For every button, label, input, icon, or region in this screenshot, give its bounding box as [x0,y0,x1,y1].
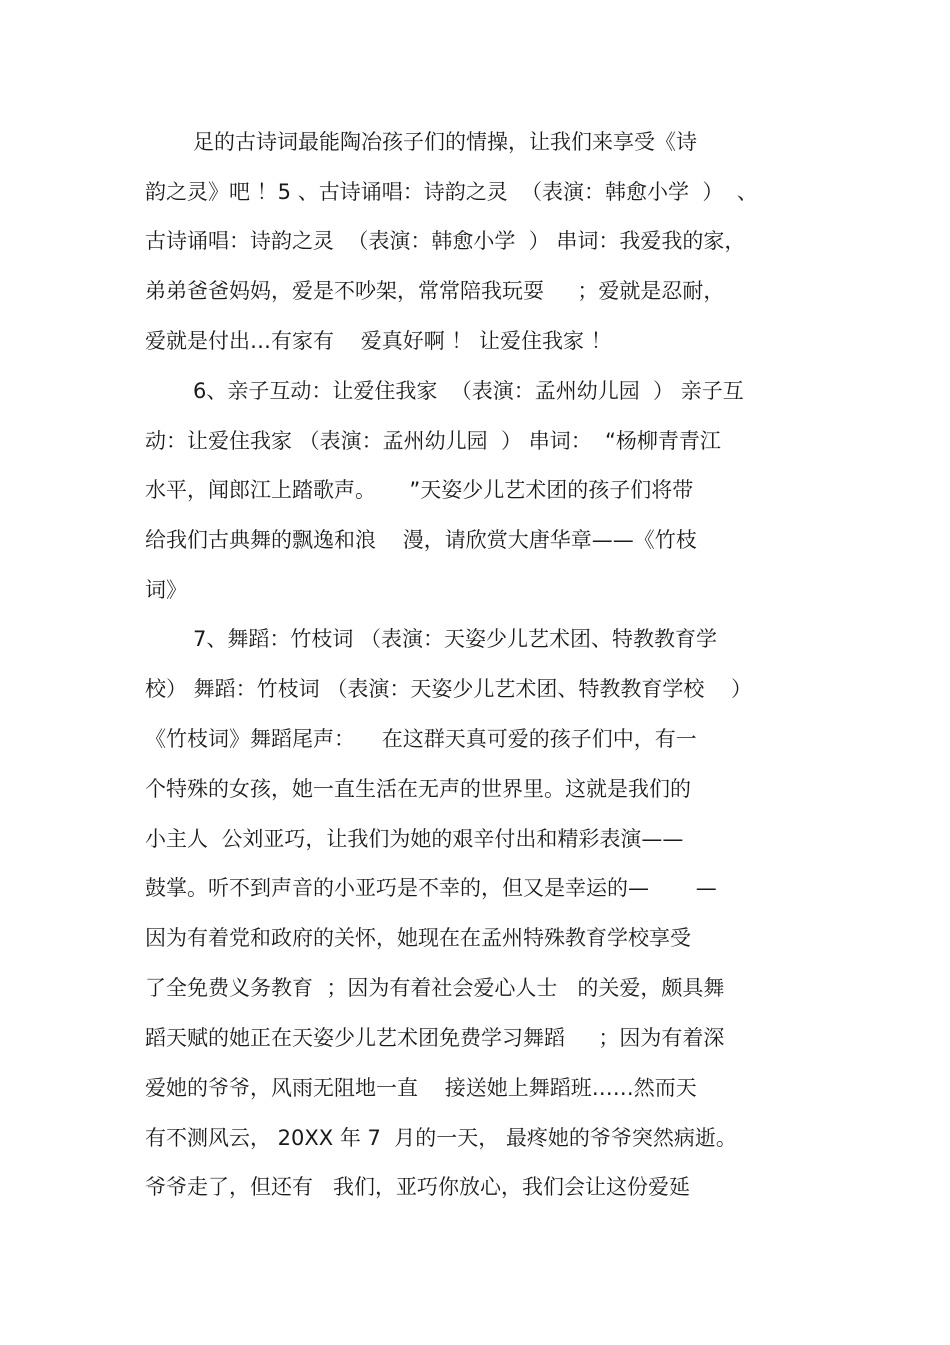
text-line: 6、亲子互动：让爱住我家 （表演：孟州幼儿园 ） 亲子互 [193,379,744,403]
text-line: 足的古诗词最能陶冶孩子们的情操，让我们来享受《诗 [193,130,697,154]
text-line: 词》 [145,578,187,602]
text-line: 小主人 公刘亚巧，让我们为她的艰辛付出和精彩表演—— [145,827,684,851]
text-line: 弟弟爸爸妈妈，爱是不吵架，常常陪我玩耍 ；爱就是忍耐， [145,279,725,303]
text-line: 了全免费义务教育 ；因为有着社会爱心人士 的关爱，颇具舞 [145,976,725,1000]
text-line: 韵之灵》吧 ！5 、古诗诵唱：诗韵之灵 （表演：韩愈小学 ） 、 [145,180,758,204]
text-line: 个特殊的女孩，她一直生活在无声的世界里。这就是我们的 [145,777,691,801]
text-line: 给我们古典舞的飘逸和浪 漫，请欣赏大唐华章——《竹枝 [145,528,697,552]
text-line: 因为有着党和政府的关怀，她现在在孟州特殊教育学校享受 [145,926,691,950]
text-line: 动：让爱住我家 （表演：孟州幼儿园 ） 串词： “杨柳青青江 [145,429,721,453]
text-line: 水平，闻郎江上踏歌声。 ”天姿少儿艺术团的孩子们将带 [145,478,694,502]
text-line: 爱她的爷爷，风雨无阻地一直 接送她上舞蹈班……然而天 [145,1076,697,1100]
text-line: 校） 舞蹈：竹枝词 （表演：天姿少儿艺术团、特教教育学校 ） [145,677,753,701]
text-line: 鼓掌。听不到声音的小亚巧是不幸的，但又是幸运的— — [145,876,717,900]
text-line: 爷爷走了，但还有 我们，亚巧你放心，我们会让这份爱延 [145,1175,691,1199]
text-line: 蹈天赋的她正在天姿少儿艺术团免费学习舞蹈 ；因为有着深 [145,1026,725,1050]
text-line: 古诗诵唱：诗韵之灵 （表演：韩愈小学 ） 串词：我爱我的家， [145,229,746,253]
text-line: 《竹枝词》舞蹈尾声： 在这群天真可爱的孩子们中，有一 [145,727,697,751]
text-line: 有不测风云， 20XX 年 7 月的一天， 最疼她的爷爷突然病逝。 [145,1126,737,1150]
text-line: 7、舞蹈：竹枝词 （表演：天姿少儿艺术团、特教教育学 [193,627,718,651]
text-line: 爱就是付出…有家有 爱真好啊 ！ 让爱住我家 ！ [145,329,612,353]
